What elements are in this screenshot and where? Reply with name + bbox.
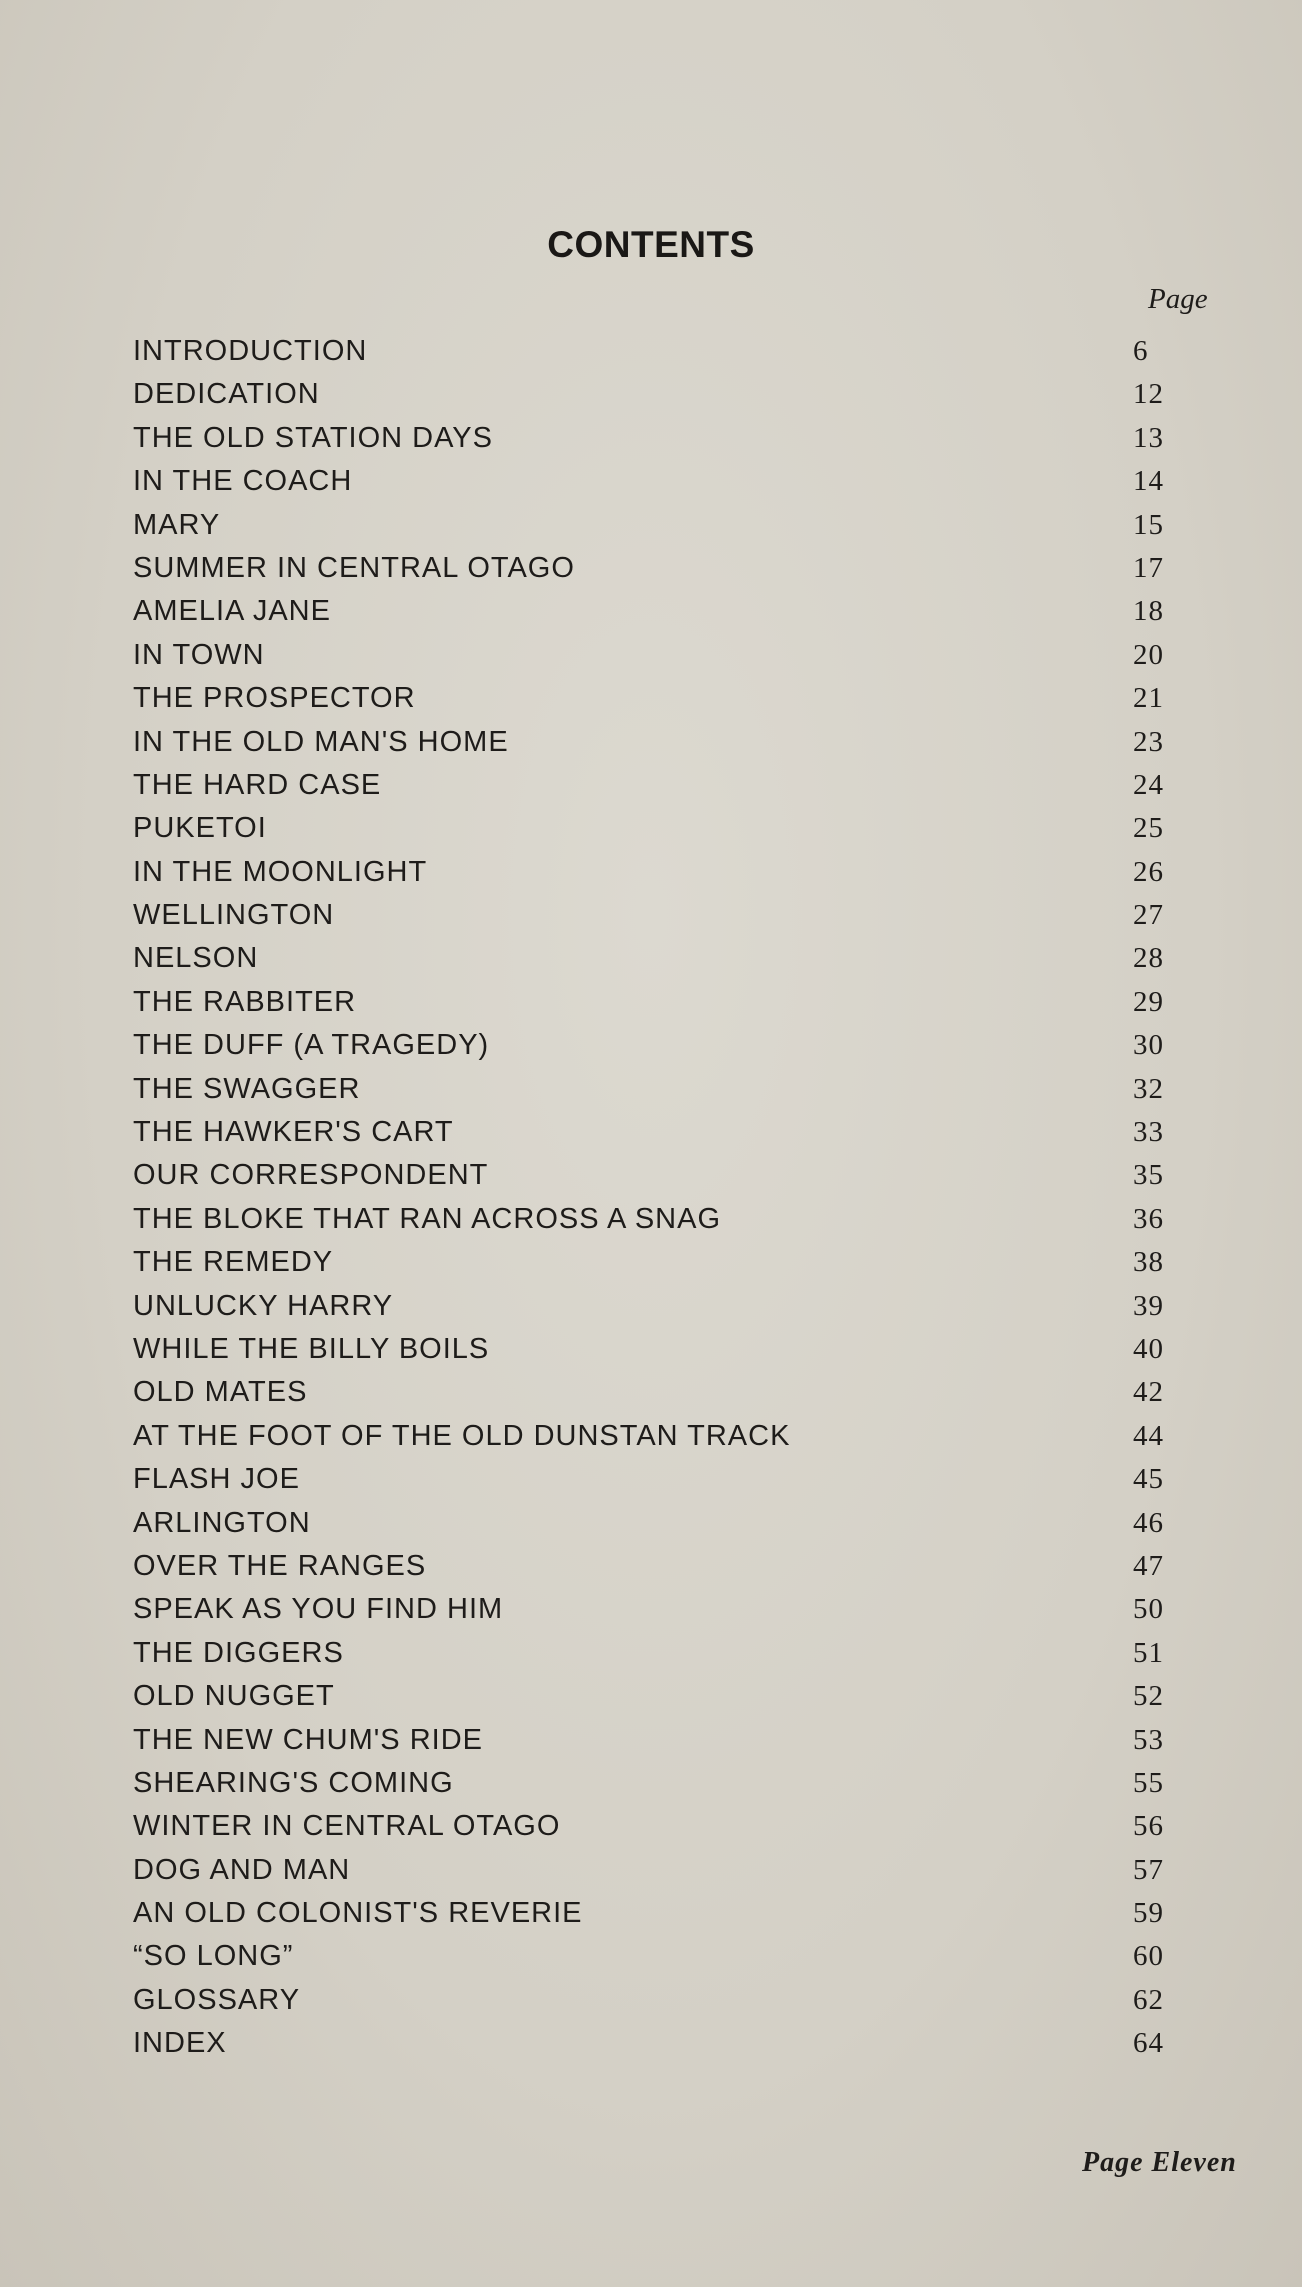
entry-title: AT THE FOOT OF THE OLD DUNSTAN TRACK (133, 1419, 791, 1452)
entry-title: NELSON (133, 942, 259, 975)
entry-title: OLD NUGGET (133, 1680, 335, 1713)
contents-entry (133, 2022, 1183, 2065)
entry-page-number: 35 (1133, 1159, 1164, 1192)
entry-page-number: 46 (1133, 1506, 1164, 1539)
entry-page-number: 64 (1133, 2027, 1164, 2060)
contents-entry (133, 894, 1183, 937)
entry-page-number: 21 (1133, 682, 1164, 715)
entry-title: WINTER IN CENTRAL OTAGO (133, 1810, 561, 1843)
entry-title: THE HARD CASE (133, 768, 382, 801)
entry-title: AMELIA JANE (133, 595, 331, 628)
entry-title: UNLUCKY HARRY (133, 1289, 394, 1322)
entry-title: THE BLOKE THAT RAN ACROSS A SNAG (133, 1202, 721, 1235)
contents-entry (133, 1502, 1183, 1545)
entry-title: INTRODUCTION (133, 335, 368, 367)
page-footer: Page Eleven (1082, 2147, 1237, 2178)
contents-entry (133, 1415, 1183, 1458)
entry-page-number: 38 (1133, 1246, 1164, 1279)
entry-page-number: 24 (1133, 768, 1164, 801)
entry-title: OUR CORRESPONDENT (133, 1159, 489, 1192)
entry-page-number: 57 (1133, 1853, 1164, 1886)
contents-entry (133, 634, 1183, 677)
contents-entry (133, 1719, 1183, 1762)
contents-entry (133, 851, 1183, 894)
entry-title: ARLINGTON (133, 1506, 311, 1539)
entry-title: GLOSSARY (133, 1983, 301, 2016)
contents-entry (133, 1458, 1183, 1501)
entry-page-number: 13 (1133, 421, 1164, 454)
entry-page-number: 55 (1133, 1766, 1164, 1799)
entry-title: MARY (133, 508, 221, 541)
entry-page-number: 45 (1133, 1463, 1164, 1496)
entry-page-number: 59 (1133, 1897, 1164, 1930)
entry-title: PUKETOI (133, 812, 267, 845)
entry-page-number: 26 (1133, 855, 1164, 888)
entry-title: DEDICATION (133, 378, 320, 411)
page-title: CONTENTS (547, 224, 755, 265)
contents-entry (133, 1632, 1183, 1675)
entry-page-number: 23 (1133, 725, 1164, 758)
contents-entry (133, 1805, 1183, 1848)
entry-title: IN THE MOONLIGHT (133, 855, 428, 888)
entry-title: SHEARING'S COMING (133, 1766, 454, 1799)
entry-title: THE PROSPECTOR (133, 682, 416, 715)
entry-page-number: 47 (1133, 1549, 1164, 1582)
entry-page-number: 29 (1133, 985, 1164, 1018)
entry-page-number: 33 (1133, 1116, 1164, 1149)
entry-title: THE SWAGGER (133, 1072, 361, 1105)
entry-title: THE DIGGERS (133, 1636, 344, 1669)
entry-page-number: 14 (1133, 465, 1164, 498)
contents-entry (133, 807, 1183, 850)
entry-page-number: 62 (1133, 1983, 1164, 2016)
entry-page-number: 50 (1133, 1593, 1164, 1626)
entry-page-number: 15 (1133, 508, 1164, 541)
contents-entry (133, 1935, 1183, 1978)
entry-page-number: 27 (1133, 899, 1164, 932)
contents-entry (133, 1154, 1183, 1197)
entry-title: THE RABBITER (133, 985, 357, 1018)
contents-entry (133, 764, 1183, 807)
entry-title: “SO LONG” (133, 1940, 294, 1973)
entry-title: THE HAWKER'S CART (133, 1116, 454, 1149)
contents-entry (133, 547, 1183, 590)
contents-entry (133, 1068, 1183, 1111)
contents-entry (133, 1371, 1183, 1414)
entry-page-number: 18 (1133, 595, 1164, 628)
entry-title: FLASH JOE (133, 1463, 300, 1496)
contents-entry (133, 1111, 1183, 1154)
contents-entry (133, 504, 1183, 547)
entry-page-number: 30 (1133, 1029, 1164, 1062)
contents-entry (133, 330, 1183, 373)
entry-title: IN TOWN (133, 638, 265, 671)
contents-entry (133, 1024, 1183, 1067)
entry-page-number: 40 (1133, 1332, 1164, 1365)
contents-entry (133, 417, 1183, 460)
entry-page-number: 6 (1133, 335, 1149, 367)
contents-entry (133, 373, 1183, 416)
contents-entry (133, 1979, 1183, 2022)
contents-entry (133, 1892, 1183, 1935)
entry-page-number: 53 (1133, 1723, 1164, 1756)
contents-entry (133, 1285, 1183, 1328)
entry-page-number: 32 (1133, 1072, 1164, 1105)
entry-title: THE REMEDY (133, 1246, 334, 1279)
entry-page-number: 20 (1133, 638, 1164, 671)
contents-entry (133, 1588, 1183, 1631)
entry-title: THE DUFF (A TRAGEDY) (133, 1029, 490, 1062)
entry-title: OVER THE RANGES (133, 1549, 427, 1582)
entry-title: IN THE OLD MAN'S HOME (133, 725, 509, 758)
entry-title: IN THE COACH (133, 465, 353, 498)
contents-entry (133, 937, 1183, 980)
entry-title: DOG AND MAN (133, 1853, 351, 1886)
contents-entry (133, 677, 1183, 720)
contents-entry (133, 981, 1183, 1024)
entry-title: INDEX (133, 2027, 227, 2060)
entry-title: AN OLD COLONIST'S REVERIE (133, 1897, 583, 1930)
entry-title: WHILE THE BILLY BOILS (133, 1332, 490, 1365)
entry-page-number: 51 (1133, 1636, 1164, 1669)
contents-entry (133, 1241, 1183, 1284)
entry-title: SUMMER IN CENTRAL OTAGO (133, 551, 575, 584)
entry-title: THE NEW CHUM'S RIDE (133, 1723, 483, 1756)
contents-list (133, 330, 1183, 2066)
entry-page-number: 25 (1133, 812, 1164, 845)
entry-title: SPEAK AS YOU FIND HIM (133, 1593, 504, 1626)
contents-entry (133, 721, 1183, 764)
contents-entry (133, 1849, 1183, 1892)
contents-entry (133, 590, 1183, 633)
entry-title: OLD MATES (133, 1376, 308, 1409)
entry-page-number: 60 (1133, 1940, 1164, 1973)
entry-page-number: 44 (1133, 1419, 1164, 1452)
contents-entry (133, 460, 1183, 503)
entry-page-number: 42 (1133, 1376, 1164, 1409)
entry-title: THE OLD STATION DAYS (133, 421, 493, 454)
contents-entry (133, 1675, 1183, 1718)
page-column-label: Page (1148, 283, 1208, 315)
entry-page-number: 17 (1133, 551, 1164, 584)
contents-entry (133, 1762, 1183, 1805)
entry-page-number: 36 (1133, 1202, 1164, 1235)
entry-page-number: 56 (1133, 1810, 1164, 1843)
entry-title: WELLINGTON (133, 899, 335, 932)
contents-entry (133, 1545, 1183, 1588)
entry-page-number: 52 (1133, 1680, 1164, 1713)
entry-page-number: 39 (1133, 1289, 1164, 1322)
contents-entry (133, 1328, 1183, 1371)
contents-entry (133, 1198, 1183, 1241)
entry-page-number: 28 (1133, 942, 1164, 975)
entry-page-number: 12 (1133, 378, 1164, 411)
